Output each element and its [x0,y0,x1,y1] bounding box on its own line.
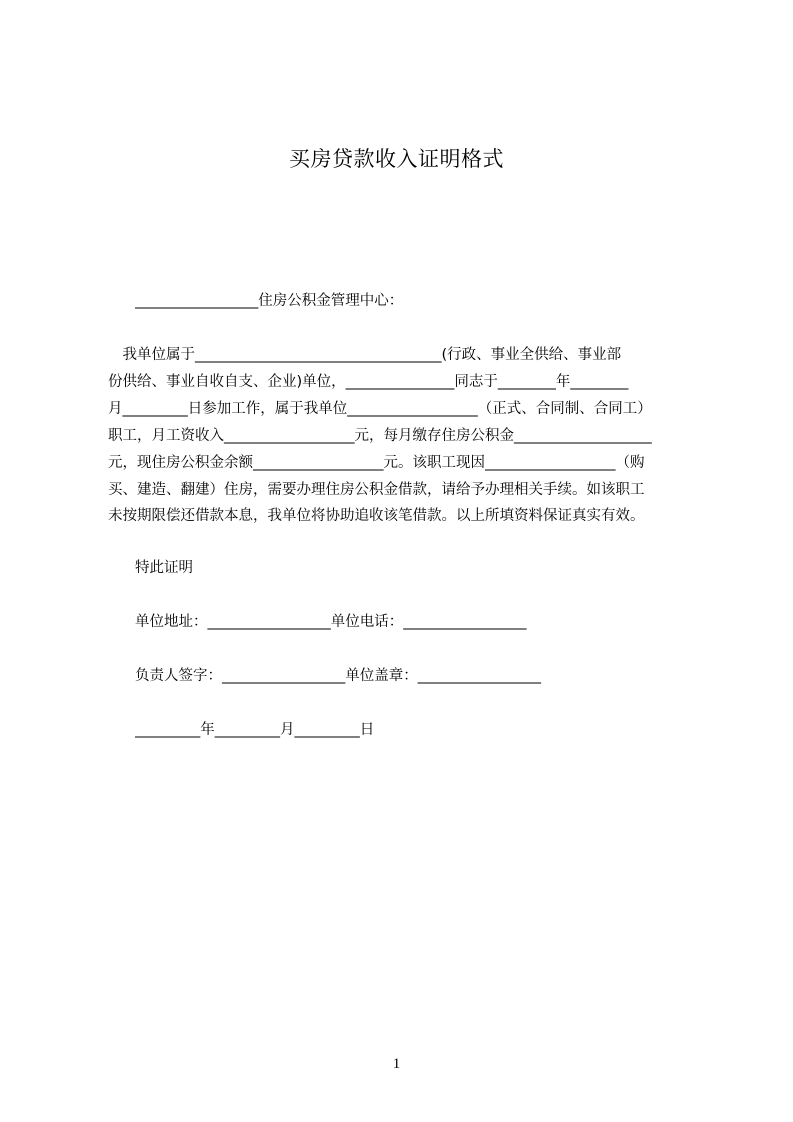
body-line-3: 月_________日参加工作，属于我单位__________________（正式、合同制、合同工） [108,401,652,417]
page-number: 1 [392,1056,401,1072]
body-line-7: 未按期限偿还借款本息，我单位将协助追收该笔借款。以上所填资料保证真实有效。 [108,508,645,524]
body-line-5: 元，现住房公积金余额__________________元。该职工现因__________________（购 [108,455,645,471]
body-line-4: 职工，月工资收入__________________元，每月缴存住房公积金___________________ [108,428,652,444]
body-line-6: 买、建造、翻建）住房，需要办理住房公积金借款，请给予办理相关手续。如该职工 [108,482,645,498]
body-line-1: 我单位属于__________________________________(行政、事业全供给、事业部 [108,347,622,363]
date-line: _________年_________月_________日 [135,722,375,738]
addressee-line: _________________住房公积金管理中心： [135,293,404,309]
address-phone-line: 单位地址：_________________单位电话：_________________ [135,614,527,630]
document-title: 买房贷款收入证明格式 [289,147,504,171]
body-line-2: 份供给、事业自收自支、企业)单位，_______________同志于________年________ [108,374,629,390]
certify-line: 特此证明 [135,560,193,576]
sign-seal-line: 负责人签字：_________________单位盖章：_________________ [135,668,541,684]
